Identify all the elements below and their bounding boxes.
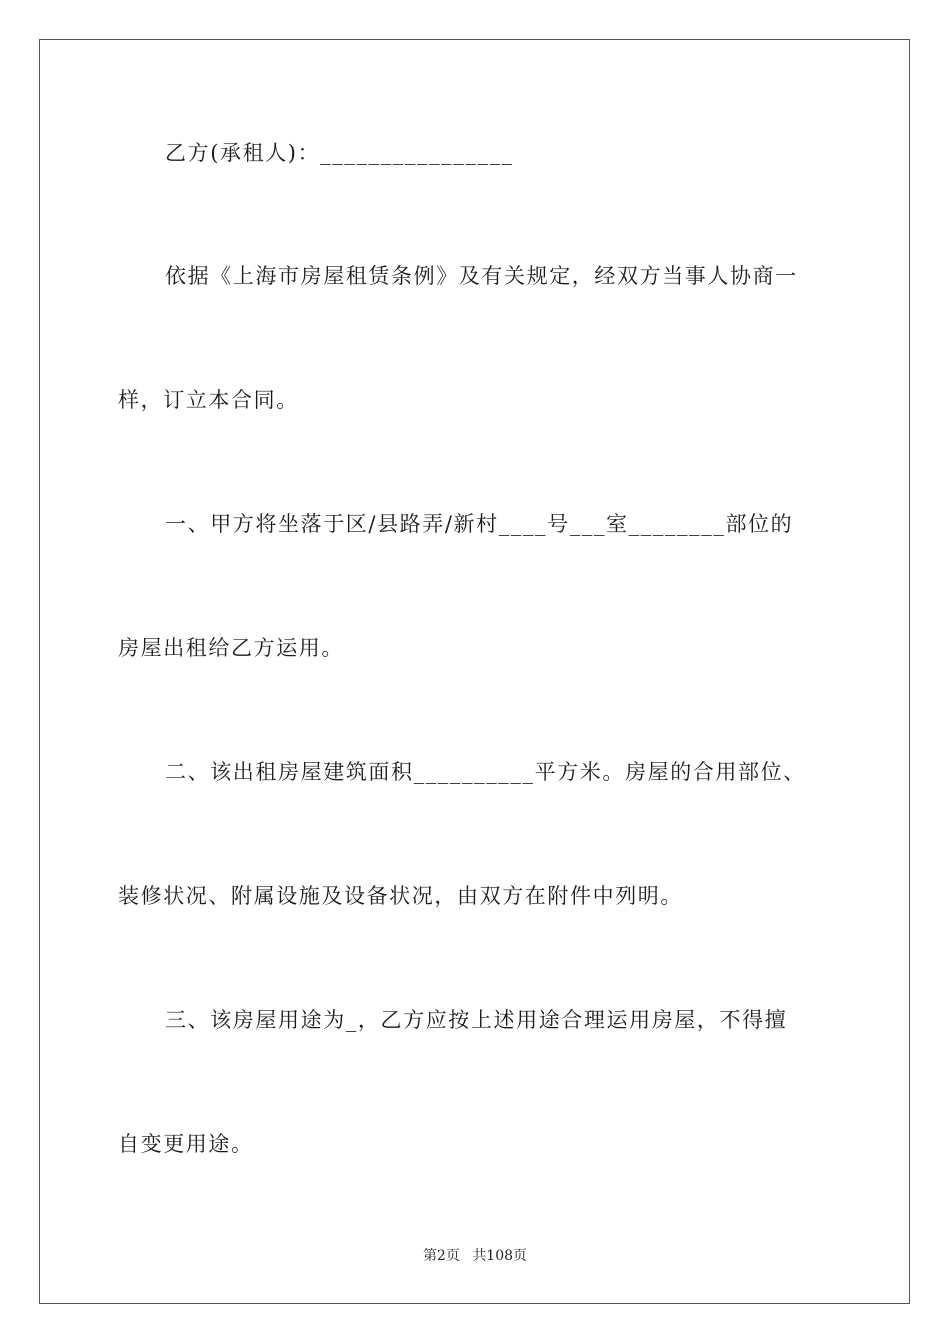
- paragraph-basis-line-1: 依据《上海市房屋租赁条例》及有关规定，经双方当事人协商一: [165, 264, 798, 288]
- clause-two-line-2: 装修状况、附属设施及设备状况，由双方在附件中列明。: [118, 884, 683, 908]
- paragraph-basis-line-2: 样，订立本合同。: [118, 388, 299, 412]
- clause-three-line-1: 三、该房屋用途为_，乙方应按上述用途合理运用房屋，不得擅: [165, 1008, 788, 1032]
- tenant-line: 乙方(承租人)：________________: [165, 141, 514, 165]
- clause-two-line-1: 二、该出租房屋建筑面积__________平方米。房屋的合用部位、: [165, 760, 806, 784]
- clause-one-line-1: 一、甲方将坐落于区/县路弄/新村____号___室________部位的: [165, 512, 794, 536]
- page-footer: [0, 1247, 950, 1265]
- clause-three-line-2: 自变更用途。: [118, 1132, 254, 1156]
- clause-one-line-2: 房屋出租给乙方运用。: [118, 636, 344, 660]
- page-number-total: 共108页: [472, 1248, 528, 1264]
- page-frame: [39, 39, 910, 1304]
- page-number-current: 第2页: [422, 1248, 460, 1264]
